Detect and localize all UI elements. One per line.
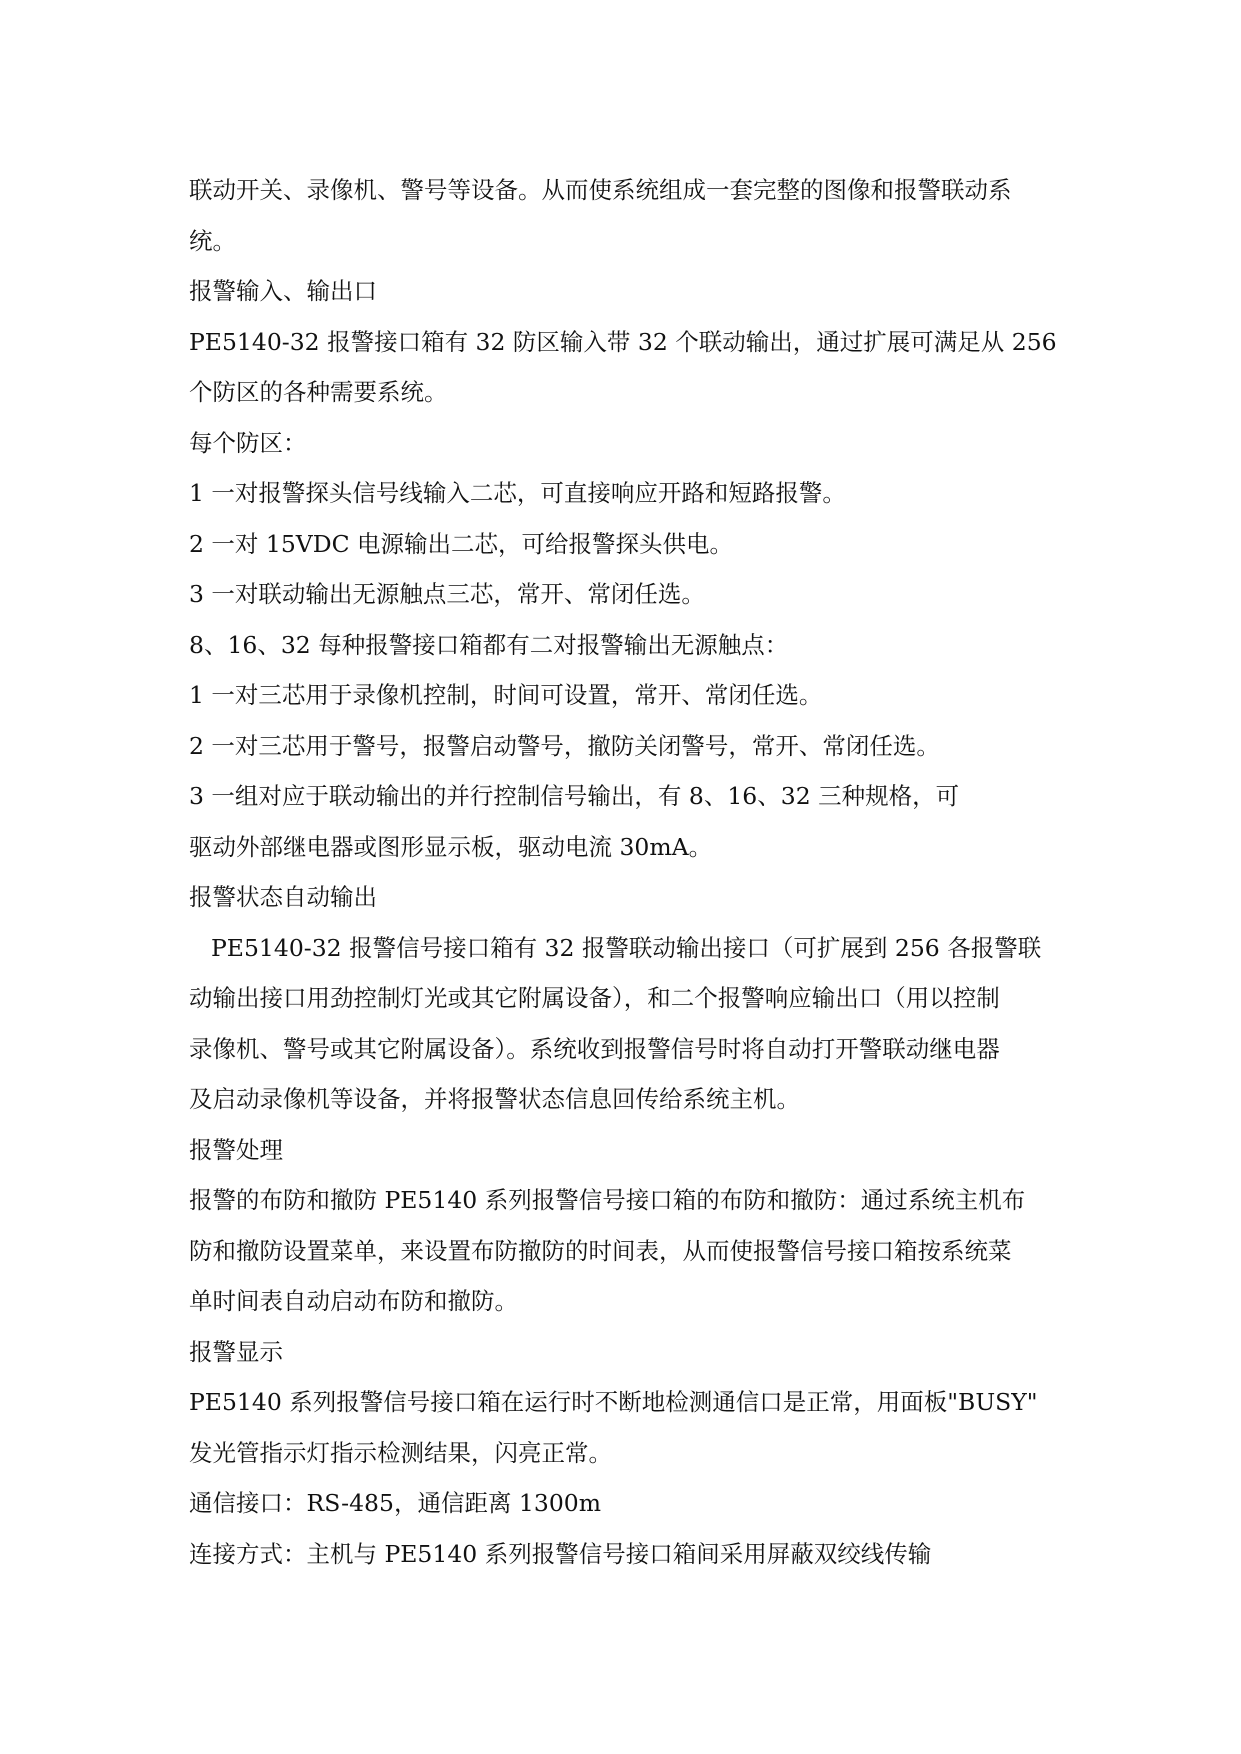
list-item: 2 一对三芯用于警号，报警启动警号，撤防关闭警号，常开、常闭任选。 (189, 731, 940, 760)
document-body (189, 165, 1059, 1579)
section-heading: 报警状态自动输出 (189, 883, 377, 911)
paragraph-line: 动输出接口用劲控制灯光或其它附属设备），和二个报警响应输出口（用以控制 (189, 984, 1000, 1012)
paragraph-line: 8、16、32 每种报警接口箱都有二对报警输出无源触点： (189, 630, 789, 659)
paragraph-line: 连接方式：主机与 PE5140 系列报警信号接口箱间采用屏蔽双绞线传输 (189, 1539, 932, 1568)
paragraph-line: PE5140-32 报警信号接口箱有 32 报警联动输出接口（可扩展到 256 各报警联 (211, 933, 1042, 962)
paragraph-line: 防和撤防设置菜单，来设置布防撤防的时间表，从而使报警信号接口箱按系统菜 (189, 1236, 1012, 1265)
paragraph-line: 驱动外部继电器或图形显示板，驱动电流 30mA。 (189, 832, 713, 861)
list-item: 3 一组对应于联动输出的并行控制信号输出，有 8、16、32 三种规格，可 (189, 782, 960, 810)
paragraph-line: 每个防区： (189, 428, 307, 457)
paragraph-line: 统。 (189, 226, 236, 255)
section-heading: 报警输入、输出口 (189, 277, 377, 305)
list-item: 3 一对联动输出无源触点三芯，常开、常闭任选。 (189, 580, 705, 608)
paragraph-line: 个防区的各种需要系统。 (189, 378, 448, 406)
paragraph-line: PE5140-32 报警接口箱有 32 防区输入带 32 个联动输出，通过扩展可满足从 256 (189, 327, 1057, 356)
section-heading: 报警处理 (189, 1135, 283, 1164)
paragraph-line: PE5140 系列报警信号接口箱在运行时不断地检测通信口是正常，用面板"BUSY" (189, 1388, 1038, 1416)
paragraph-line: 录像机、警号或其它附属设备）。系统收到报警信号时将自动打开警联动继电器 (189, 1034, 1000, 1063)
list-item: 1 一对三芯用于录像机控制，时间可设置，常开、常闭任选。 (189, 681, 823, 709)
list-item: 2 一对 15VDC 电源输出二芯，可给报警探头供电。 (189, 529, 734, 558)
paragraph-line: 联动开关、录像机、警号等设备。从而使系统组成一套完整的图像和报警联动系 (189, 176, 1012, 204)
section-heading: 报警显示 (189, 1337, 283, 1366)
list-item: 1 一对报警探头信号线输入二芯，可直接响应开路和短路报警。 (189, 479, 846, 507)
paragraph-line: 报警的布防和撤防 PE5140 系列报警信号接口箱的布防和撤防：通过系统主机布 (189, 1186, 1026, 1214)
paragraph-line: 单时间表自动启动布防和撤防。 (189, 1287, 518, 1315)
paragraph-line: 通信接口：RS-485，通信距离 1300m (189, 1489, 602, 1517)
paragraph-line: 发光管指示灯指示检测结果，闪亮正常。 (189, 1438, 612, 1467)
paragraph-line: 及启动录像机等设备，并将报警状态信息回传给系统主机。 (189, 1085, 800, 1113)
